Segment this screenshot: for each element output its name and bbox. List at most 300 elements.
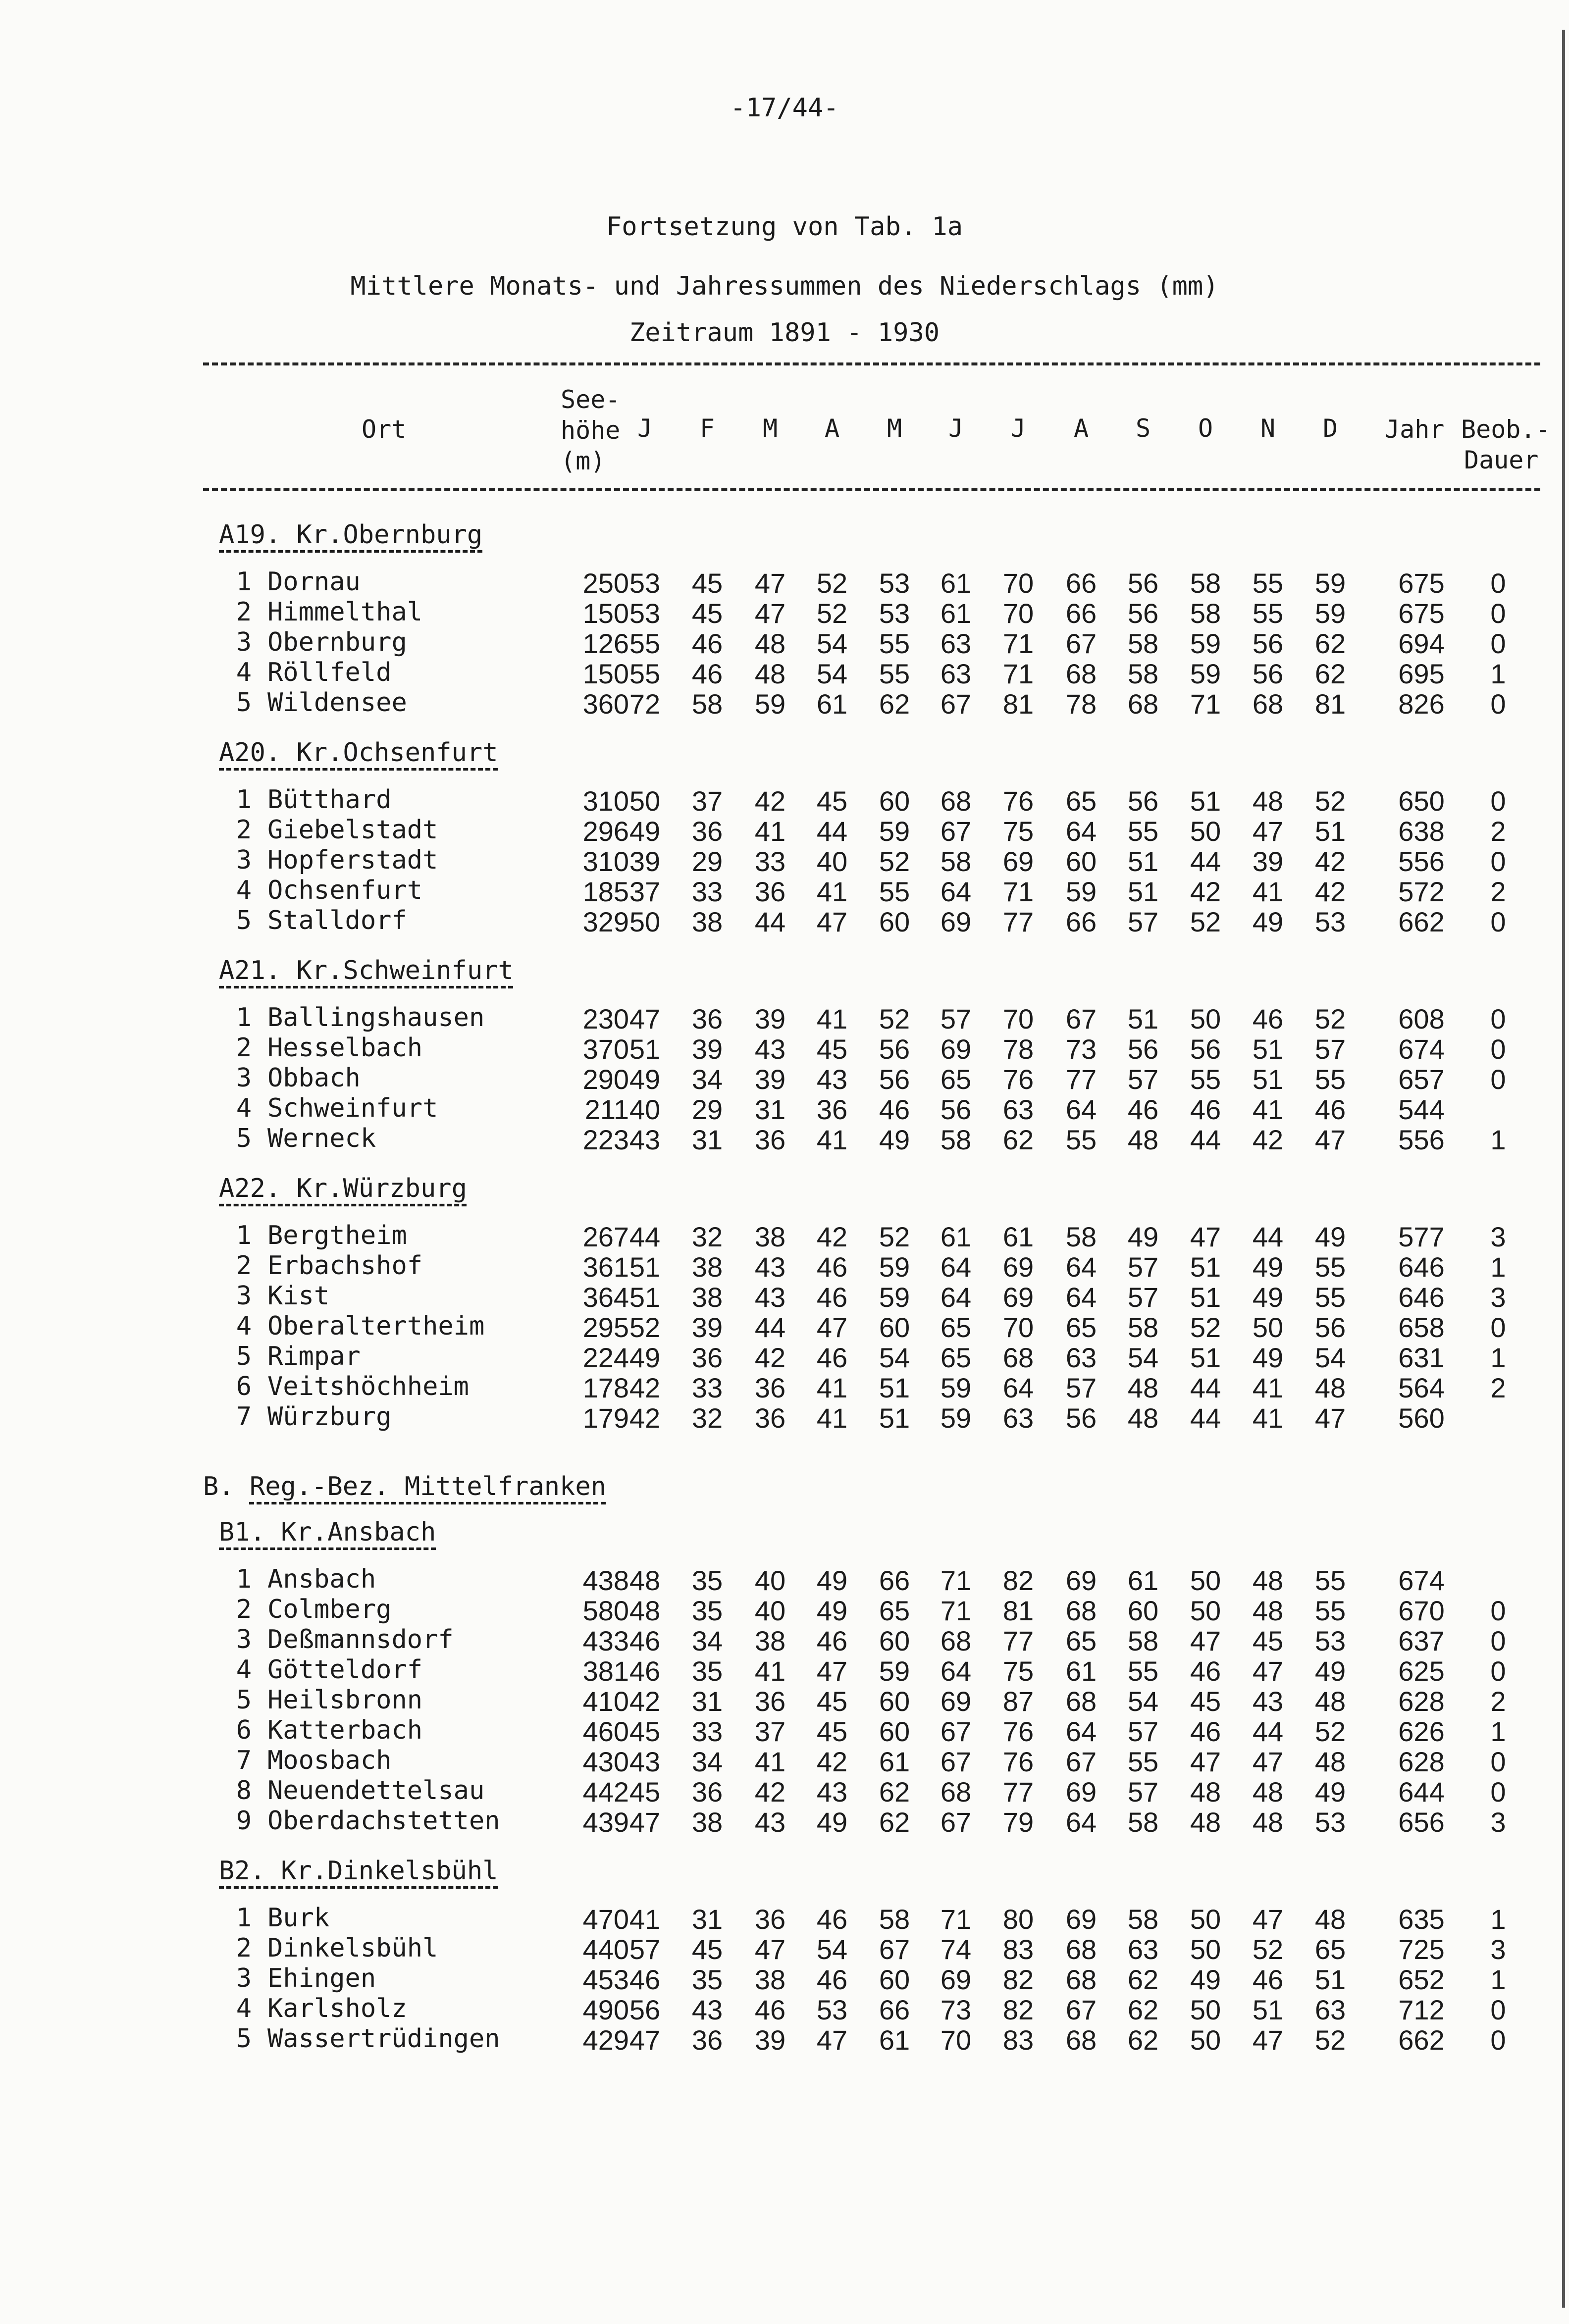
station-name: Werneck <box>267 1124 376 1153</box>
monthly-precipitation: 47 <box>816 906 848 937</box>
table-row <box>0 1372 1569 1402</box>
monthly-precipitation: 47 <box>1252 816 1284 847</box>
monthly-precipitation: 60 <box>879 1964 910 1995</box>
monthly-precipitation: 55 <box>1252 568 1284 599</box>
monthly-precipitation: 49 <box>1314 1221 1346 1252</box>
table-row <box>0 1564 1569 1595</box>
table-row <box>0 2024 1569 2055</box>
station-name: Stalldorf <box>267 906 407 935</box>
monthly-precipitation: 50 <box>629 906 661 937</box>
annual-precipitation: 662 <box>1398 2024 1445 2056</box>
row-number: 4 <box>236 876 252 905</box>
monthly-precipitation: 59 <box>1314 598 1346 629</box>
monthly-precipitation: 52 <box>1190 906 1221 937</box>
monthly-precipitation: 69 <box>940 906 972 937</box>
annual-precipitation: 556 <box>1398 1124 1445 1155</box>
monthly-precipitation: 52 <box>879 1003 910 1034</box>
monthly-precipitation: 45 <box>691 1934 723 1965</box>
monthly-precipitation: 47 <box>816 1312 848 1343</box>
observation-duration: 0 <box>1490 1625 1506 1656</box>
monthly-precipitation: 47 <box>816 1655 848 1687</box>
monthly-precipitation: 42 <box>1314 846 1346 877</box>
monthly-precipitation: 70 <box>940 2024 972 2056</box>
monthly-precipitation: 68 <box>1065 658 1097 689</box>
monthly-precipitation: 59 <box>879 1655 910 1687</box>
monthly-precipitation: 43 <box>754 1251 786 1283</box>
monthly-precipitation: 81 <box>1002 1595 1034 1626</box>
monthly-precipitation: 46 <box>1190 1655 1221 1687</box>
annual-precipitation: 826 <box>1398 688 1445 720</box>
monthly-precipitation: 67 <box>1065 1994 1097 2025</box>
annual-precipitation: 657 <box>1398 1064 1445 1095</box>
monthly-precipitation: 62 <box>1127 1964 1159 1995</box>
monthly-precipitation: 48 <box>1252 1807 1284 1838</box>
annual-precipitation: 650 <box>1398 785 1445 817</box>
monthly-precipitation: 57 <box>1127 1716 1159 1747</box>
monthly-precipitation: 56 <box>1127 785 1159 817</box>
row-number: 2 <box>236 815 252 845</box>
monthly-precipitation: 29 <box>691 846 723 877</box>
row-number: 2 <box>236 1033 252 1063</box>
station-name: Heilsbronn <box>267 1685 423 1715</box>
monthly-precipitation: 31 <box>754 1094 786 1125</box>
station-name: Erbachshof <box>267 1251 423 1281</box>
monthly-precipitation: 57 <box>940 1003 972 1034</box>
monthly-precipitation: 67 <box>940 688 972 720</box>
monthly-precipitation: 37 <box>691 785 723 817</box>
row-number: 4 <box>236 1655 252 1685</box>
row-number: 3 <box>236 845 252 875</box>
annual-precipitation: 625 <box>1398 1655 1445 1687</box>
monthly-precipitation: 77 <box>1002 906 1034 937</box>
monthly-precipitation: 67 <box>1065 1003 1097 1034</box>
monthly-precipitation: 58 <box>1127 1807 1159 1838</box>
monthly-precipitation: 64 <box>940 876 972 907</box>
header-seehoehe-line2: höhe <box>561 416 621 445</box>
monthly-precipitation: 42 <box>1190 876 1221 907</box>
monthly-precipitation: 63 <box>940 628 972 659</box>
monthly-precipitation: 41 <box>816 1124 848 1155</box>
row-number: 2 <box>236 1933 252 1963</box>
monthly-precipitation: 60 <box>879 906 910 937</box>
station-name: Wassertrüdingen <box>267 2024 500 2054</box>
station-elevation: 460 <box>582 1716 629 1747</box>
observation-duration: 0 <box>1490 568 1506 599</box>
header-month-3: A <box>824 414 840 443</box>
monthly-precipitation: 64 <box>1065 1251 1097 1283</box>
monthly-precipitation: 44 <box>1190 1124 1221 1155</box>
monthly-precipitation: 50 <box>1190 1994 1221 2025</box>
monthly-precipitation: 58 <box>940 846 972 877</box>
monthly-precipitation: 43 <box>754 1282 786 1313</box>
monthly-precipitation: 46 <box>816 1904 848 1935</box>
station-name: Ochsenfurt <box>267 876 423 905</box>
annual-precipitation: 695 <box>1398 658 1445 689</box>
monthly-precipitation: 61 <box>879 2024 910 2056</box>
row-number: 3 <box>236 1063 252 1093</box>
monthly-precipitation: 62 <box>879 1776 910 1808</box>
monthly-precipitation: 47 <box>1252 2024 1284 2056</box>
row-number: 6 <box>236 1372 252 1401</box>
row-number: 5 <box>236 688 252 718</box>
monthly-precipitation: 69 <box>1002 846 1034 877</box>
table-row <box>0 1806 1569 1837</box>
monthly-precipitation: 50 <box>1252 1312 1284 1343</box>
monthly-precipitation: 56 <box>1127 1033 1159 1065</box>
monthly-precipitation: 41 <box>816 1003 848 1034</box>
district-heading: A21. Kr.Schweinfurt <box>219 956 514 985</box>
monthly-precipitation: 48 <box>754 658 786 689</box>
annual-precipitation: 628 <box>1398 1686 1445 1717</box>
monthly-precipitation: 47 <box>1190 1221 1221 1252</box>
monthly-precipitation: 49 <box>629 816 661 847</box>
monthly-precipitation: 61 <box>816 688 848 720</box>
monthly-precipitation: 71 <box>1002 658 1034 689</box>
monthly-precipitation: 47 <box>1190 1625 1221 1656</box>
monthly-precipitation: 42 <box>754 1342 786 1373</box>
header-month-1: F <box>699 414 715 443</box>
monthly-precipitation: 42 <box>1252 1124 1284 1155</box>
monthly-precipitation: 49 <box>1252 906 1284 937</box>
header-seehoehe-line3: (m) <box>561 447 606 475</box>
monthly-precipitation: 57 <box>629 1934 661 1965</box>
table-row <box>0 1402 1569 1433</box>
station-elevation: 179 <box>582 1402 629 1434</box>
monthly-precipitation: 31 <box>691 1124 723 1155</box>
monthly-precipitation: 51 <box>1252 1994 1284 2025</box>
monthly-precipitation: 70 <box>1002 1003 1034 1034</box>
monthly-precipitation: 36 <box>754 1124 786 1155</box>
monthly-precipitation: 64 <box>940 1251 972 1283</box>
monthly-precipitation: 29 <box>691 1094 723 1125</box>
monthly-precipitation: 51 <box>1252 1033 1284 1065</box>
monthly-precipitation: 58 <box>1127 1625 1159 1656</box>
station-name: Bütthard <box>267 785 392 815</box>
monthly-precipitation: 56 <box>1252 658 1284 689</box>
monthly-precipitation: 64 <box>1065 1716 1097 1747</box>
monthly-precipitation: 51 <box>1127 876 1159 907</box>
row-number: 2 <box>236 1251 252 1281</box>
station-elevation: 360 <box>582 688 629 720</box>
monthly-precipitation: 39 <box>691 1033 723 1065</box>
monthly-precipitation: 49 <box>629 1064 661 1095</box>
station-elevation: 295 <box>582 1312 629 1343</box>
monthly-precipitation: 51 <box>879 1402 910 1434</box>
station-name: Burk <box>267 1903 330 1933</box>
station-name: Wildensee <box>267 688 407 718</box>
header-seehoehe-line1: See- <box>561 385 621 414</box>
table-row <box>0 627 1569 658</box>
station-elevation: 429 <box>582 2024 629 2056</box>
monthly-precipitation: 44 <box>1190 1402 1221 1434</box>
station-name: Bergtheim <box>267 1221 407 1250</box>
monthly-precipitation: 60 <box>1065 846 1097 877</box>
monthly-precipitation: 49 <box>1252 1282 1284 1313</box>
monthly-precipitation: 56 <box>1127 568 1159 599</box>
monthly-precipitation: 74 <box>940 1934 972 1965</box>
monthly-precipitation: 58 <box>1127 1904 1159 1935</box>
monthly-precipitation: 56 <box>1314 1312 1346 1343</box>
monthly-precipitation: 65 <box>1065 785 1097 817</box>
table-row <box>0 1033 1569 1064</box>
monthly-precipitation: 61 <box>1065 1655 1097 1687</box>
monthly-precipitation: 49 <box>1314 1776 1346 1808</box>
monthly-precipitation: 40 <box>754 1595 786 1626</box>
monthly-precipitation: 82 <box>1002 1994 1034 2025</box>
monthly-precipitation: 62 <box>1127 1994 1159 2025</box>
monthly-precipitation: 48 <box>1127 1372 1159 1403</box>
monthly-precipitation: 49 <box>629 1342 661 1373</box>
monthly-precipitation: 49 <box>1252 1342 1284 1373</box>
monthly-precipitation: 68 <box>1065 1595 1097 1626</box>
table-row <box>0 688 1569 719</box>
station-elevation: 364 <box>582 1282 629 1313</box>
monthly-precipitation: 31 <box>691 1686 723 1717</box>
monthly-precipitation: 45 <box>816 785 848 817</box>
monthly-precipitation: 48 <box>1314 1904 1346 1935</box>
monthly-precipitation: 55 <box>629 628 661 659</box>
header-beob <box>1461 414 1551 475</box>
monthly-precipitation: 62 <box>1127 2024 1159 2056</box>
monthly-precipitation: 49 <box>816 1807 848 1838</box>
table-row <box>0 597 1569 628</box>
observation-duration: 0 <box>1490 1003 1506 1034</box>
monthly-precipitation: 48 <box>1252 1776 1284 1808</box>
monthly-precipitation: 60 <box>879 1716 910 1747</box>
monthly-precipitation: 41 <box>816 876 848 907</box>
monthly-precipitation: 73 <box>1065 1033 1097 1065</box>
monthly-precipitation: 41 <box>1252 1402 1284 1434</box>
monthly-precipitation: 49 <box>1252 1251 1284 1283</box>
station-elevation: 470 <box>582 1904 629 1935</box>
monthly-precipitation: 70 <box>1002 568 1034 599</box>
monthly-precipitation: 62 <box>879 1807 910 1838</box>
monthly-precipitation: 41 <box>1252 1094 1284 1125</box>
monthly-precipitation: 57 <box>1127 906 1159 937</box>
monthly-precipitation: 60 <box>879 1686 910 1717</box>
row-number: 6 <box>236 1715 252 1745</box>
monthly-precipitation: 35 <box>691 1565 723 1596</box>
monthly-precipitation: 64 <box>1065 1807 1097 1838</box>
header-month-6: J <box>1010 414 1026 443</box>
monthly-precipitation: 45 <box>816 1033 848 1065</box>
monthly-precipitation: 43 <box>691 1994 723 2025</box>
observation-duration: 1 <box>1490 1716 1506 1747</box>
table-row <box>0 658 1569 688</box>
monthly-precipitation: 65 <box>879 1595 910 1626</box>
monthly-precipitation: 48 <box>1314 1686 1346 1717</box>
monthly-precipitation: 49 <box>1190 1964 1221 1995</box>
monthly-precipitation: 59 <box>1190 658 1221 689</box>
monthly-precipitation: 38 <box>691 1282 723 1313</box>
station-elevation: 310 <box>582 785 629 817</box>
monthly-precipitation: 51 <box>1190 1342 1221 1373</box>
monthly-precipitation: 52 <box>816 568 848 599</box>
table-row <box>0 1595 1569 1625</box>
monthly-precipitation: 43 <box>754 1033 786 1065</box>
monthly-precipitation: 53 <box>629 568 661 599</box>
observation-duration: 0 <box>1490 846 1506 877</box>
monthly-precipitation: 51 <box>1127 846 1159 877</box>
monthly-precipitation: 55 <box>1127 1655 1159 1687</box>
row-number: 5 <box>236 2024 252 2054</box>
monthly-precipitation: 33 <box>691 1372 723 1403</box>
monthly-precipitation: 31 <box>691 1904 723 1935</box>
station-elevation: 430 <box>582 1746 629 1777</box>
header-month-0: J <box>637 414 653 443</box>
monthly-precipitation: 55 <box>1314 1282 1346 1313</box>
monthly-precipitation: 66 <box>1065 906 1097 937</box>
monthly-precipitation: 39 <box>754 2024 786 2056</box>
monthly-precipitation: 36 <box>754 1372 786 1403</box>
monthly-precipitation: 68 <box>940 1625 972 1656</box>
station-name: Deßmannsdorf <box>267 1625 454 1654</box>
monthly-precipitation: 54 <box>816 1934 848 1965</box>
monthly-precipitation: 87 <box>1002 1686 1034 1717</box>
region-letter: B. <box>203 1472 250 1501</box>
monthly-precipitation: 41 <box>629 1904 661 1935</box>
district-heading: A19. Kr.Obernburg <box>219 520 483 550</box>
station-name: Röllfeld <box>267 658 392 687</box>
monthly-precipitation: 52 <box>1314 2024 1346 2056</box>
station-elevation: 580 <box>582 1595 629 1626</box>
monthly-precipitation: 64 <box>1065 1282 1097 1313</box>
station-name: Colmberg <box>267 1595 392 1624</box>
monthly-precipitation: 76 <box>1002 785 1034 817</box>
monthly-precipitation: 44 <box>629 1221 661 1252</box>
monthly-precipitation: 68 <box>1252 688 1284 720</box>
monthly-precipitation: 59 <box>879 1282 910 1313</box>
observation-duration: 2 <box>1490 1372 1506 1403</box>
table-row <box>0 1625 1569 1655</box>
monthly-precipitation: 46 <box>816 1282 848 1313</box>
monthly-precipitation: 55 <box>1127 1746 1159 1777</box>
header-beob-line2: Dauer <box>1464 446 1539 474</box>
monthly-precipitation: 58 <box>940 1124 972 1155</box>
monthly-precipitation: 46 <box>816 1625 848 1656</box>
monthly-precipitation: 45 <box>1190 1686 1221 1717</box>
row-number: 1 <box>236 567 252 597</box>
annual-precipitation: 725 <box>1398 1934 1445 1965</box>
table-row <box>0 1685 1569 1716</box>
monthly-precipitation: 51 <box>1190 1251 1221 1283</box>
station-elevation: 126 <box>582 628 629 659</box>
header-ort: Ort <box>362 415 407 444</box>
monthly-precipitation: 59 <box>1314 568 1346 599</box>
monthly-precipitation: 63 <box>1002 1094 1034 1125</box>
observation-duration: 1 <box>1490 1342 1506 1373</box>
monthly-precipitation: 62 <box>879 688 910 720</box>
station-name: Kist <box>267 1281 330 1311</box>
annual-precipitation: 577 <box>1398 1221 1445 1252</box>
monthly-precipitation: 61 <box>1002 1221 1034 1252</box>
monthly-precipitation: 63 <box>1065 1342 1097 1373</box>
monthly-precipitation: 81 <box>1002 688 1034 720</box>
monthly-precipitation: 58 <box>1190 598 1221 629</box>
observation-duration: 1 <box>1490 658 1506 689</box>
monthly-precipitation: 67 <box>940 1807 972 1838</box>
monthly-precipitation: 42 <box>754 1776 786 1808</box>
header-bottom-rule <box>203 488 1540 491</box>
monthly-precipitation: 45 <box>691 568 723 599</box>
row-number: 5 <box>236 1685 252 1715</box>
monthly-precipitation: 68 <box>940 785 972 817</box>
observation-duration: 0 <box>1490 1746 1506 1777</box>
observation-duration: 3 <box>1490 1934 1506 1965</box>
monthly-precipitation: 48 <box>1252 785 1284 817</box>
annual-precipitation: 626 <box>1398 1716 1445 1747</box>
monthly-precipitation: 54 <box>1127 1342 1159 1373</box>
monthly-precipitation: 35 <box>691 1595 723 1626</box>
station-name: Karlsholz <box>267 1994 407 2023</box>
monthly-precipitation: 67 <box>1065 628 1097 659</box>
monthly-precipitation: 47 <box>1314 1402 1346 1434</box>
monthly-precipitation: 44 <box>1190 846 1221 877</box>
monthly-precipitation: 50 <box>1190 1934 1221 1965</box>
monthly-precipitation: 64 <box>1002 1372 1034 1403</box>
row-number: 8 <box>236 1776 252 1806</box>
station-name: Giebelstadt <box>267 815 438 845</box>
monthly-precipitation: 45 <box>1252 1625 1284 1656</box>
monthly-precipitation: 60 <box>879 1625 910 1656</box>
monthly-precipitation: 42 <box>816 1746 848 1777</box>
monthly-precipitation: 44 <box>1252 1716 1284 1747</box>
monthly-precipitation: 50 <box>629 785 661 817</box>
table-row <box>0 567 1569 598</box>
monthly-precipitation: 59 <box>1065 876 1097 907</box>
monthly-precipitation: 43 <box>816 1064 848 1095</box>
row-number: 4 <box>236 1311 252 1341</box>
table-row <box>0 1281 1569 1312</box>
page-edge-scan-line <box>1562 30 1565 2308</box>
monthly-precipitation: 54 <box>1127 1686 1159 1717</box>
station-elevation: 410 <box>582 1686 629 1717</box>
table-row <box>0 1221 1569 1251</box>
monthly-precipitation: 44 <box>1252 1221 1284 1252</box>
station-elevation: 381 <box>582 1655 629 1687</box>
monthly-precipitation: 38 <box>691 1807 723 1838</box>
station-elevation: 224 <box>582 1342 629 1373</box>
monthly-precipitation: 66 <box>879 1565 910 1596</box>
monthly-precipitation: 36 <box>754 1402 786 1434</box>
row-number: 1 <box>236 1564 252 1594</box>
annual-precipitation: 694 <box>1398 628 1445 659</box>
monthly-precipitation: 63 <box>1002 1402 1034 1434</box>
monthly-precipitation: 52 <box>816 598 848 629</box>
row-number: 3 <box>236 627 252 657</box>
header-month-2: M <box>762 414 778 443</box>
monthly-precipitation: 50 <box>1190 1565 1221 1596</box>
station-elevation: 267 <box>582 1221 629 1252</box>
monthly-precipitation: 51 <box>879 1372 910 1403</box>
monthly-precipitation: 42 <box>816 1221 848 1252</box>
annual-precipitation: 670 <box>1398 1595 1445 1626</box>
table-row <box>0 906 1569 936</box>
monthly-precipitation: 54 <box>816 658 848 689</box>
table-row <box>0 1003 1569 1033</box>
annual-precipitation: 646 <box>1398 1251 1445 1283</box>
annual-precipitation: 674 <box>1398 1033 1445 1065</box>
station-elevation: 290 <box>582 1064 629 1095</box>
monthly-precipitation: 51 <box>629 1282 661 1313</box>
observation-duration: 2 <box>1490 1686 1506 1717</box>
monthly-precipitation: 78 <box>1002 1033 1034 1065</box>
monthly-precipitation: 32 <box>691 1402 723 1434</box>
station-elevation: 230 <box>582 1003 629 1034</box>
monthly-precipitation: 61 <box>940 598 972 629</box>
monthly-precipitation: 79 <box>1002 1807 1034 1838</box>
monthly-precipitation: 59 <box>754 688 786 720</box>
